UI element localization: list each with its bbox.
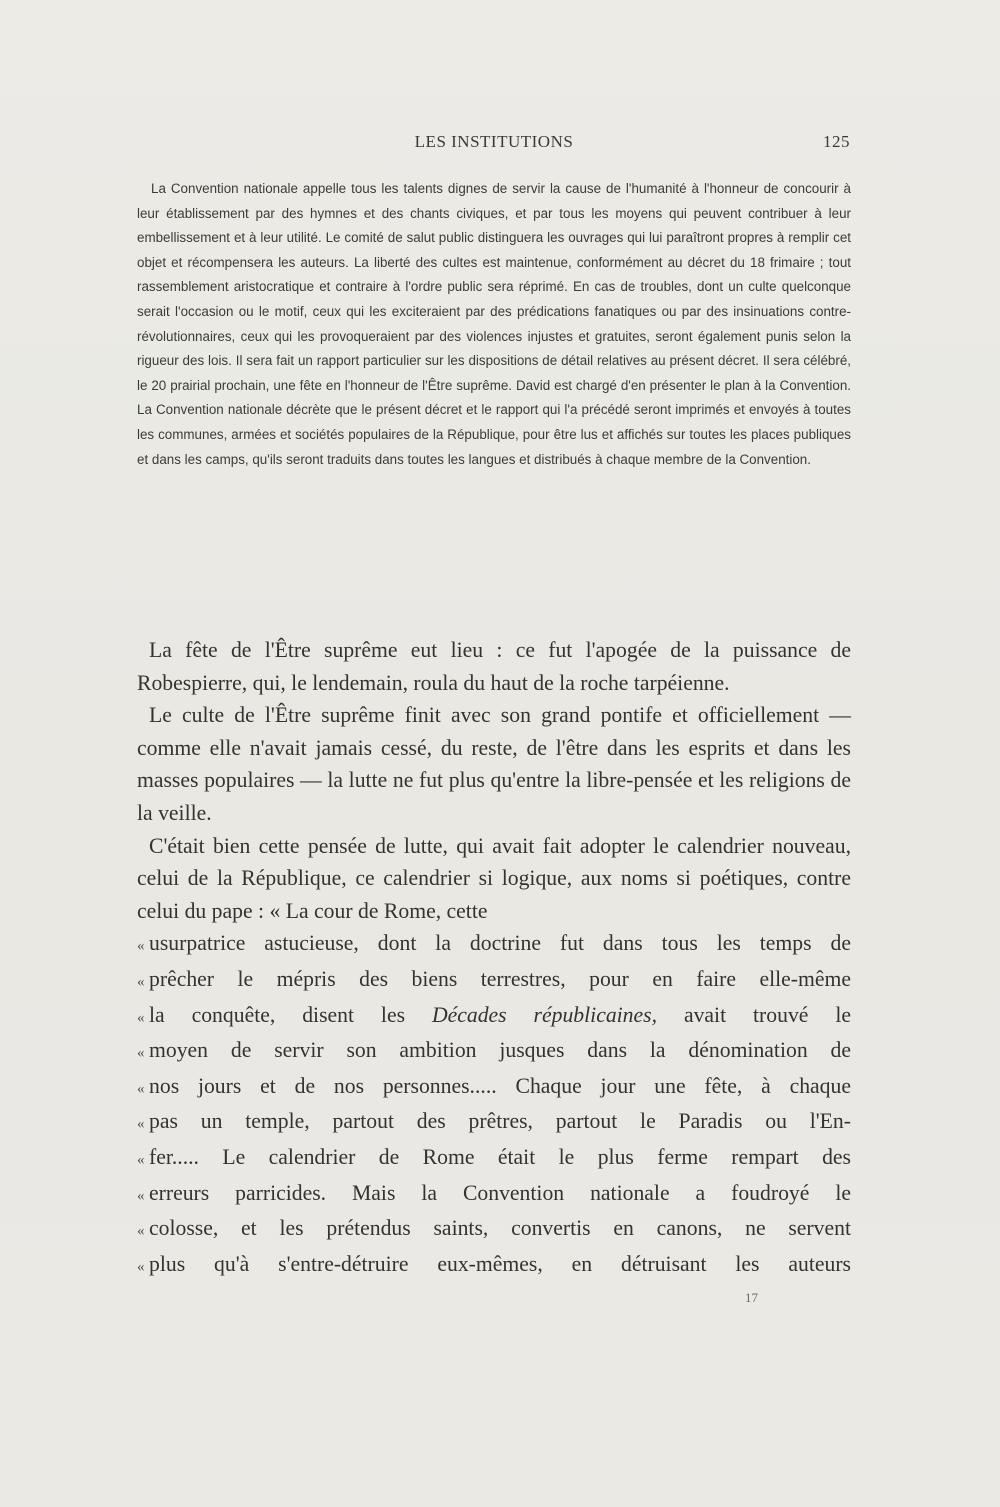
main-text — [137, 634, 851, 1283]
quote-text: colosse, et les prétendus saints, convertis en canons, ne servent — [149, 1216, 851, 1241]
quote-text: pas un temple, partout des prêtres, partout le Paradis ou l'En- — [149, 1109, 851, 1134]
quote-mark: « — [137, 1116, 145, 1133]
quote-mark: « — [137, 1080, 145, 1097]
paragraph-3: C'était bien cette pensée de lutte, qui avait fait adopter le calendrier nouveau, celui de la République, ce calendrier si logique, aux noms si poétiques, contre celui du pape : « La cour de Rome, cette — [137, 833, 851, 923]
quote-text: avait trouvé le — [657, 1002, 852, 1027]
quote-text: erreurs parricides. Mais la Convention nationale a foudroyé le — [149, 1180, 851, 1205]
quote-text: prêcher le mépris des biens terrestres, pour en faire elle-même — [149, 966, 851, 991]
paragraph-2: Le culte de l'Être suprême finit avec son grand pontife et officiellement — comme elle n'avait jamais cessé, du reste, de l'être dans les esprits et dans les masses populaires — la lutte ne fut plus qu'entre la libre-pensée et les religions de la veille. — [137, 703, 851, 825]
quote-mark: « — [137, 1151, 145, 1168]
quote-line — [137, 1177, 851, 1213]
quote-line — [137, 1212, 851, 1248]
quotation-block — [137, 927, 851, 1283]
quote-text: fer..... Le calendrier de Rome était le plus ferme rempart des — [149, 1144, 851, 1169]
quote-text: la conquête, disent les — [149, 1002, 432, 1027]
quote-line — [137, 1141, 851, 1177]
quote-line — [137, 1070, 851, 1106]
running-title: LES INSTITUTIONS — [414, 132, 574, 151]
quote-line — [137, 1105, 851, 1141]
quote-mark: « — [137, 1258, 145, 1275]
quote-text: nos jours et de nos personnes..... Chaque jour une fête, à chaque — [149, 1073, 851, 1098]
page-header — [138, 132, 850, 156]
paragraph-1: La fête de l'Être suprême eut lieu : ce fut l'apogée de la puissance de Robespierre, qui, le lendemain, roula du haut de la roche tarpéienne. — [137, 638, 851, 695]
signature-mark: 17 — [745, 1290, 758, 1305]
quote-mark: « — [137, 973, 145, 990]
quote-mark: « — [137, 1223, 145, 1240]
page-number: 125 — [823, 132, 850, 151]
quote-mark: « — [137, 938, 145, 955]
quote-mark: « — [137, 1187, 145, 1204]
quote-line — [137, 963, 851, 999]
quote-mark: « — [137, 1045, 145, 1062]
quote-line — [137, 999, 851, 1035]
quote-title-italic: Décades républicaines, — [431, 1002, 658, 1027]
quote-mark: « — [137, 1009, 145, 1026]
decree-excerpt: La Convention nationale appelle tous les talents dignes de servir la cause de l'humanité à l'honneur de concourir à leur établissement par des hymnes et des chants civiques, et par tous les moyens qui peuvent contribuer à leur embellissement et à leur utilité. Le comité de salut public distinguera les ouvrages qui lui paraîtront propres à remplir cet objet et récompensera les auteurs. La liberté des cultes est maintenue, conformément au décret du 18 frimaire ; tout rassemblement aristocratique et contraire à l'ordre public sera réprimé. En cas de troubles, dont un culte quelconque serait l'occasion ou le motif, ceux qui les exciteraient par des prédications fanatiques ou par des insinuations contre-révolutionnaires, ceux qui les provoqueraient par des violences injustes et gratuites, seront également punis selon la rigueur des lois. Il sera fait un rapport particulier sur les dispositions de détail relatives au présent décret. Il sera célébré, le 20 prairial prochain, une fête en l'honneur de l'Être suprême. David est chargé d'en présenter le plan à la Convention. La Convention nationale décrète que le présent décret et le rapport qui l'a précédé seront imprimés et envoyés à toutes les communes, armées et sociétés populaires de la République, pour être lus et affichés sur toutes les places publiques et dans les camps, qu'ils seront traduits dans toutes les langues et distribués à chaque membre de la Convention. — [137, 181, 851, 467]
quote-line — [137, 1034, 851, 1070]
quote-line — [137, 1248, 851, 1284]
quote-text: usurpatrice astucieuse, dont la doctrine fut dans tous les temps de — [149, 931, 851, 956]
quote-line — [137, 927, 851, 963]
quote-text: moyen de servir son ambition jusques dans la dénomination de — [149, 1038, 851, 1063]
quote-text: plus qu'à s'entre-détruire eux-mêmes, en détruisant les auteurs — [149, 1251, 851, 1276]
